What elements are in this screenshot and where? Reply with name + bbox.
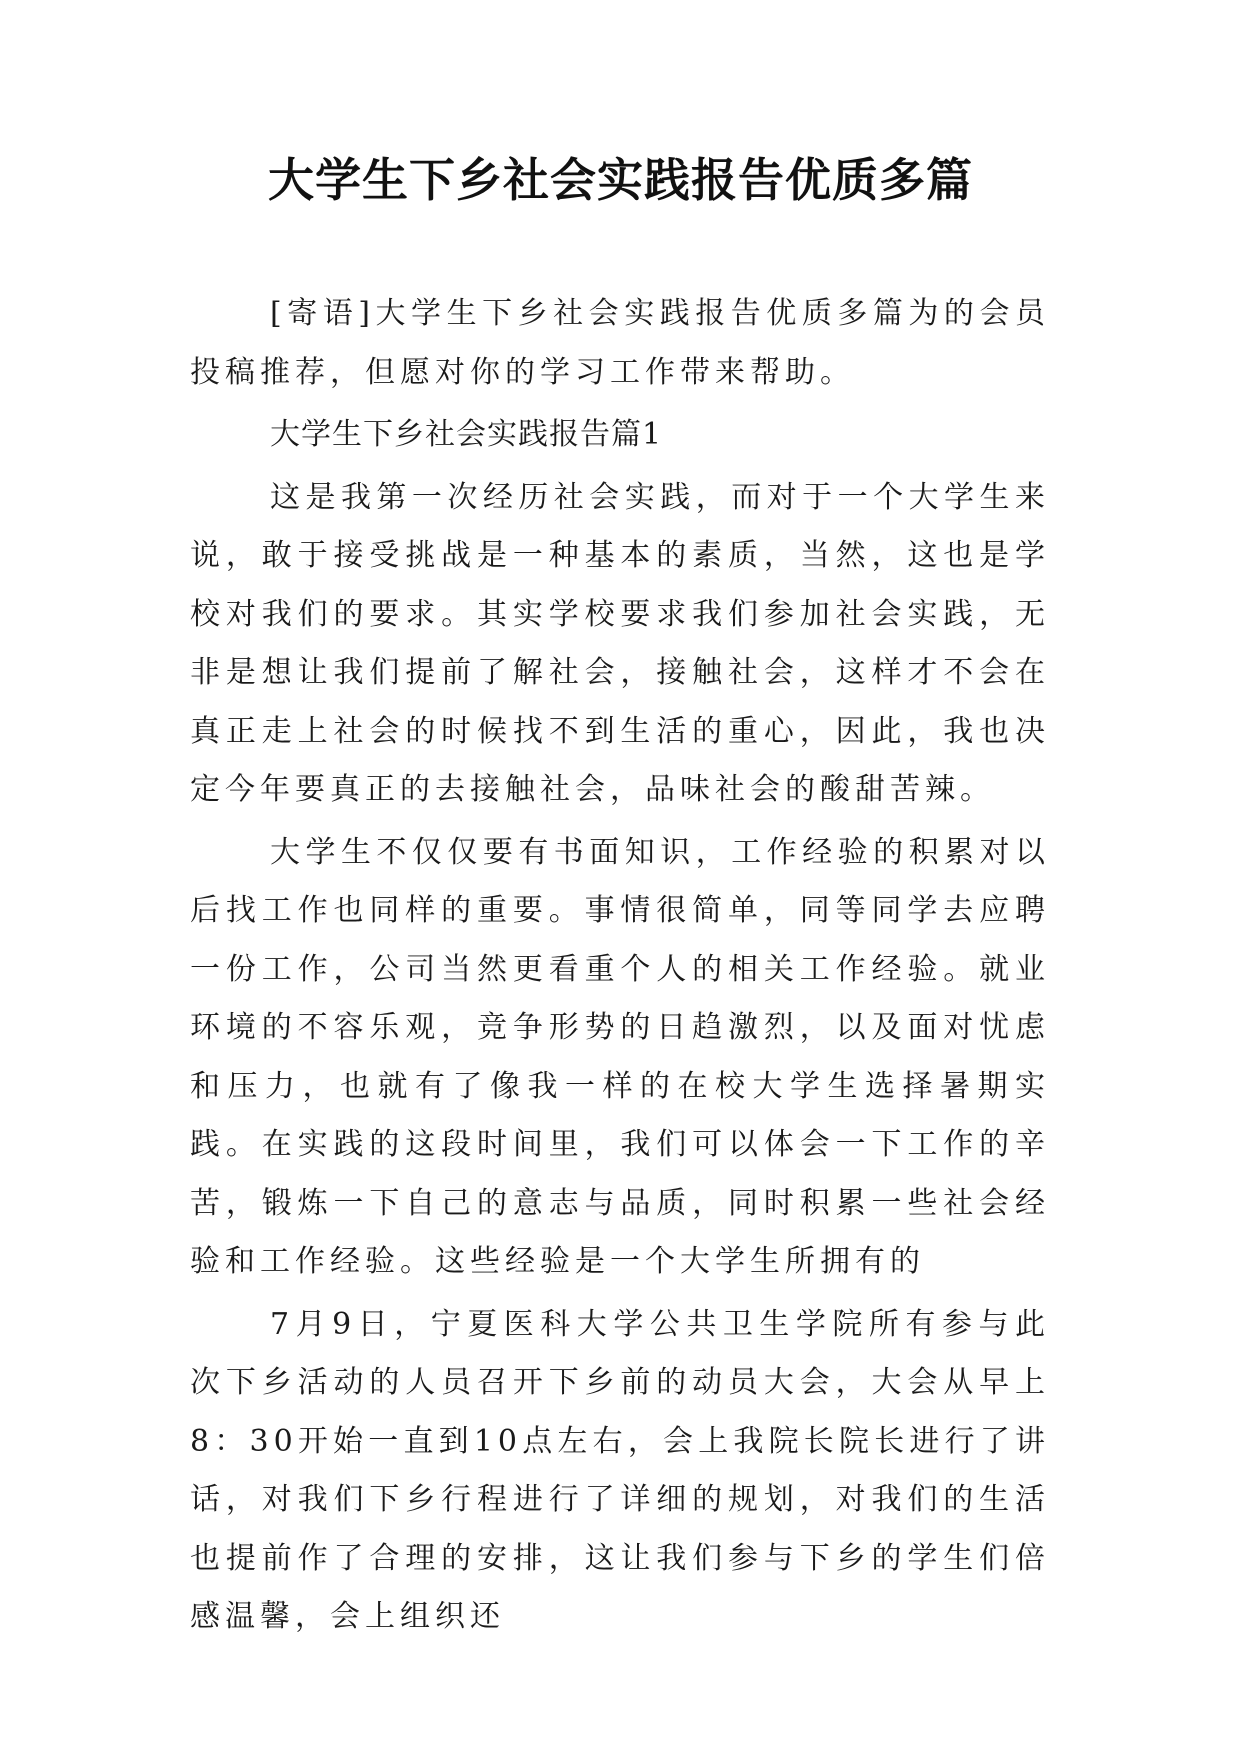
intro-paragraph: [寄语]大学生下乡社会实践报告优质多篇为的会员投稿推荐，但愿对你的学习工作带来帮助。	[190, 296, 1050, 390]
body-paragraph: 7月9日，宁夏医科大学公共卫生学院所有参与此次下乡活动的人员召开下乡前的动员大会，大会从早上8：30开始一直到10点左右，会上我院长院长进行了讲话，对我们下乡行程进行了详细的规划，对我们的生活也提前作了合理的安排，这让我们参与下乡的学生们倍感温馨，会上组织还	[190, 1306, 1050, 1634]
document-title: 大学生下乡社会实践报告优质多篇	[268, 153, 973, 207]
section-heading: 大学生下乡社会实践报告篇1	[270, 417, 663, 452]
document-body	[190, 285, 1050, 1651]
body-paragraph: 这是我第一次经历社会实践，而对于一个大学生来说，敢于接受挑战是一种基本的素质，当然，这也是学校对我们的要求。其实学校要求我们参加社会实践，无非是想让我们提前了解社会，接触社会，这样才不会在真正走上社会的时候找不到生活的重心，因此，我也决定今年要真正的去接触社会，品味社会的酸甜苦辣。	[190, 479, 1050, 807]
body-paragraph: 大学生不仅仅要有书面知识，工作经验的积累对以后找工作也同样的重要。事情很简单，同等同学去应聘一份工作，公司当然更看重个人的相关工作经验。就业环境的不容乐观，竞争形势的日趋激烈，以及面对忧虑和压力，也就有了像我一样的在校大学生选择暑期实践。在实践的这段时间里，我们可以体会一下工作的辛苦，锻炼一下自己的意志与品质，同时积累一些社会经验和工作经验。这些经验是一个大学生所拥有的	[190, 834, 1050, 1279]
